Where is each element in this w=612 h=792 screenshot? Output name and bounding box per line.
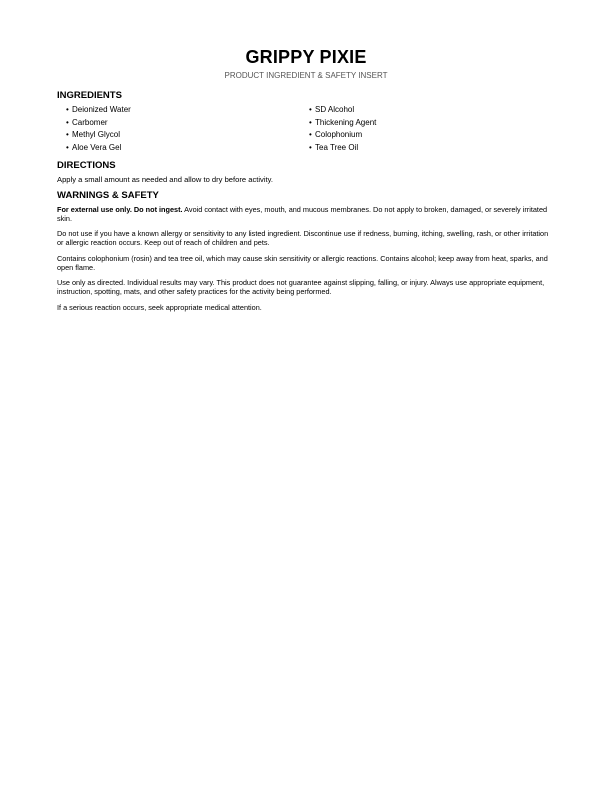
ingredient-item: [309, 142, 555, 155]
page-title: GRIPPY PIXIE: [245, 47, 367, 67]
bullet-marker: •: [309, 130, 312, 140]
ingredient-label: Colophonium: [315, 130, 363, 140]
ingredient-label: Carbomer: [72, 117, 108, 127]
ingredients-list: [57, 104, 555, 154]
ingredients-section: [57, 90, 555, 154]
directions-text: Apply a small amount as needed and allow to dry before activity.: [57, 175, 273, 185]
directions-section: [57, 160, 555, 185]
directions-heading: DIRECTIONS: [57, 160, 116, 172]
ingredient-item: [66, 142, 309, 155]
ingredient-item: [66, 104, 309, 117]
bullet-marker: •: [309, 142, 312, 152]
warning-paragraph-external-use: [57, 205, 555, 223]
warnings-section: [57, 190, 555, 312]
ingredient-label: SD Alcohol: [315, 105, 355, 114]
ingredient-item: [309, 129, 555, 142]
warnings-heading: WARNINGS & SAFETY: [57, 189, 159, 201]
bullet-marker: •: [66, 130, 69, 140]
bullet-marker: •: [66, 142, 69, 152]
bullet-marker: •: [309, 105, 312, 114]
warning-paragraph-ingredients: Contains colophonium (rosin) and tea tree oil, which may cause skin sensitivity or allergic reactions. Contains alcohol; keep away from heat, sparks, and open flame.: [57, 253, 548, 272]
ingredient-label: Methyl Glycol: [72, 130, 121, 140]
ingredient-item: [66, 117, 309, 130]
warning-paragraph-allergy: Do not use if you have a known allergy or sensitivity to any listed ingredient. Discontinue use if redness, burning, itching, swelling, rash, or other irritation or allergic reaction occurs. Keep out of reach of children and pets.: [57, 229, 549, 248]
warnings-body: [57, 205, 555, 312]
ingredient-item: [309, 104, 555, 117]
bullet-marker: •: [66, 105, 69, 114]
bullet-marker: •: [309, 117, 312, 127]
ingredient-item: [309, 117, 555, 130]
ingredient-label: Thickening Agent: [315, 117, 377, 127]
document-body: [57, 90, 555, 312]
warning-emphasis: For external use only. Do not ingest.: [57, 204, 183, 214]
ingredient-label: Tea Tree Oil: [315, 142, 359, 152]
ingredient-label: Deionized Water: [72, 105, 131, 114]
warning-text: Avoid contact with eyes, mouth, and mucous membranes. Do not apply to broken, damaged, or severely irritated skin.: [57, 204, 548, 224]
ingredient-label: Aloe Vera Gel: [72, 142, 122, 152]
warning-paragraph-usage: Use only as directed. Individual results may vary. This product does not guarantee against slipping, falling, or injury. Always use appropriate equipment, instruction, spotting, mats, and other safety practices for the activity being performed.: [57, 278, 545, 297]
warning-paragraph-medical: If a serious reaction occurs, seek appropriate medical attention.: [57, 302, 262, 312]
page-subtitle: PRODUCT INGREDIENT & SAFETY INSERT: [224, 71, 388, 80]
ingredients-column-left: [57, 104, 309, 154]
ingredients-heading: INGREDIENTS: [57, 90, 122, 101]
ingredient-item: [66, 129, 309, 142]
ingredients-column-right: [309, 104, 555, 154]
bullet-marker: •: [66, 117, 69, 127]
